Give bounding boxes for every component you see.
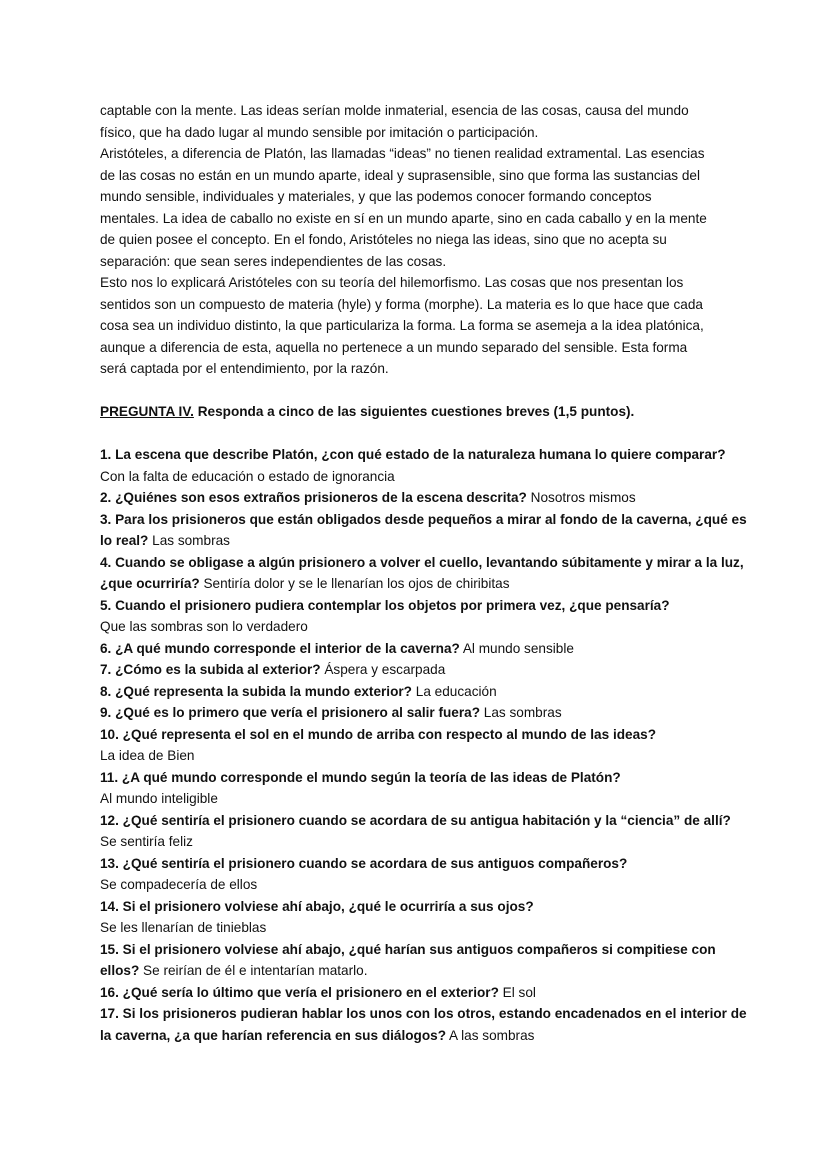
answer-text: Nosotros mismos [526, 490, 636, 505]
qa-line [100, 767, 748, 789]
answer-text: Con la falta de educación o estado de ignorancia [100, 468, 395, 484]
qa-line [100, 960, 748, 982]
question-text: la caverna, ¿a que harían referencia en sus diálogos? [100, 1027, 447, 1043]
text-line: de las cosas no están en un mundo aparte, ideal y suprasensible, sino que forma las sustancias del [100, 167, 700, 183]
qa-line [100, 530, 748, 552]
spacer [100, 423, 748, 445]
intro-paragraphs [100, 100, 748, 380]
heading-label: PREGUNTA IV. [100, 404, 194, 419]
text-line: Aristóteles, a diferencia de Platón, las llamadas “ideas” no tienen realidad extramental. Las esencias [100, 146, 705, 161]
question-text: 16. ¿Qué sería lo último que vería el prisionero en el exterior? [100, 984, 499, 1000]
text-line: cosa sea un individuo distinto, la que particulariza la forma. La forma se asemeja a la idea platónica, [100, 318, 704, 333]
qa-line [100, 681, 748, 703]
question-text: 11. ¿A qué mundo corresponde el mundo según la teoría de las ideas de Platón? [100, 769, 621, 785]
text-line: mentales. La idea de caballo no existe en sí en un mundo aparte, sino en cada caballo y en la mente [100, 210, 707, 226]
answer-text: El sol [498, 984, 536, 1000]
answer-text: Al mundo inteligible [100, 791, 218, 806]
question-text: 8. ¿Qué representa la subida la mundo exterior? [100, 683, 412, 699]
answer-text: Que las sombras son lo verdadero [100, 619, 308, 634]
question-text: 14. Si el prisionero volviese ahí abajo, ¿qué le ocurriría a sus ojos? [100, 898, 534, 914]
question-text: 6. ¿A qué mundo corresponde el interior de la caverna? [100, 640, 460, 656]
qa-line [100, 444, 748, 466]
qa-line [100, 853, 748, 875]
question-text: 3. Para los prisioneros que están obligados desde pequeños a mirar al fondo de la caverna, ¿qué es [100, 511, 747, 527]
text-line: de quien posee el concepto. En el fondo, Aristóteles no niega las ideas, sino que no acepta su [100, 232, 667, 247]
question-text: 5. Cuando el prisionero pudiera contemplar los objetos por primera vez, ¿que pensaría? [100, 597, 670, 613]
qa-line [100, 788, 748, 810]
question-text: 2. ¿Quiénes son esos extraños prisioneros de la escena descrita? [100, 490, 527, 505]
question-text: ellos? [100, 963, 140, 978]
answer-text: La idea de Bien [100, 748, 195, 763]
qa-line [100, 573, 748, 595]
qa-line [100, 466, 748, 488]
answer-text: Se les llenarían de tinieblas [100, 920, 267, 935]
spacer [100, 380, 748, 402]
qa-line [100, 702, 748, 724]
section-heading [100, 401, 748, 423]
qa-line [100, 831, 748, 853]
qa-line [100, 638, 748, 660]
question-text: lo real? [100, 533, 149, 548]
answer-text: La educación [412, 683, 497, 699]
text-line: físico, que ha dado lugar al mundo sensible por imitación o participación. [100, 124, 539, 140]
question-text: 7. ¿Cómo es la subida al exterior? [100, 662, 321, 677]
qa-line [100, 724, 748, 746]
question-text: 17. Si los prisioneros pudieran hablar los unos con los otros, estando encadenados en el interior de [100, 1006, 747, 1021]
qa-line [100, 810, 748, 832]
qa-list [100, 444, 748, 1046]
text-line: mundo sensible, individuales y materiales, y que las podemos conocer formando conceptos [100, 189, 652, 204]
question-text: 15. Si el prisionero volviese ahí abajo, ¿qué harían sus antiguos compañeros si compitiese con [100, 941, 716, 957]
qa-line [100, 982, 748, 1004]
answer-text: Al mundo sensible [459, 640, 574, 656]
qa-line [100, 896, 748, 918]
answer-text: Áspera y escarpada [320, 662, 446, 677]
qa-line [100, 552, 748, 574]
answer-text: Las sombras [148, 533, 230, 548]
question-text: 13. ¿Qué sentiría el prisionero cuando se acordara de sus antiguos compañeros? [100, 855, 628, 871]
answer-text: Se reirían de él e intentarían matarlo. [139, 963, 368, 978]
qa-line [100, 509, 748, 531]
answer-text: Las sombras [480, 705, 562, 720]
qa-line [100, 1003, 748, 1025]
qa-line [100, 595, 748, 617]
question-text: 12. ¿Qué sentiría el prisionero cuando se acordara de su antigua habitación y la “ciencia” de allí? [100, 812, 731, 828]
text-line: captable con la mente. Las ideas serían molde inmaterial, esencia de las cosas, causa del mundo [100, 103, 689, 118]
question-text: 10. ¿Qué representa el sol en el mundo de arriba con respecto al mundo de las ideas? [100, 726, 657, 742]
qa-line [100, 616, 748, 638]
qa-line [100, 939, 748, 961]
question-text: 4. Cuando se obligase a algún prisionero a volver el cuello, levantando súbitamente y mirar a la luz, [100, 554, 744, 570]
qa-line [100, 874, 748, 896]
qa-line [100, 917, 748, 939]
text-line: sentidos son un compuesto de materia (hyle) y forma (morphe). La materia es lo que hace que cada [100, 296, 703, 312]
text-line: separación: que sean seres independientes de las cosas. [100, 253, 447, 269]
text-line: aunque a diferencia de esta, aquella no pertenece a un mundo separado del sensible. Esta forma [100, 339, 688, 355]
heading-text: Responda a cinco de las siguientes cuestiones breves (1,5 puntos). [193, 404, 635, 419]
qa-line [100, 1025, 748, 1047]
qa-line [100, 659, 748, 681]
text-line: Esto nos lo explicará Aristóteles con su teoría del hilemorfismo. Las cosas que nos presentan los [100, 275, 684, 290]
answer-text: Se compadecería de ellos [100, 877, 258, 892]
answer-text: A las sombras [446, 1027, 535, 1043]
answer-text: Sentiría dolor y se le llenarían los ojos de chiribitas [199, 576, 510, 591]
qa-line [100, 487, 748, 509]
qa-line [100, 745, 748, 767]
question-text: ¿que ocurriría? [100, 576, 200, 591]
answer-text: Se sentiría feliz [100, 834, 193, 849]
question-text: 9. ¿Qué es lo primero que vería el prisionero al salir fuera? [100, 705, 481, 720]
question-text: 1. La escena que describe Platón, ¿con qué estado de la naturaleza humana lo quiere comparar? [100, 447, 726, 462]
text-line: será captada por el entendimiento, por la razón. [100, 361, 389, 376]
